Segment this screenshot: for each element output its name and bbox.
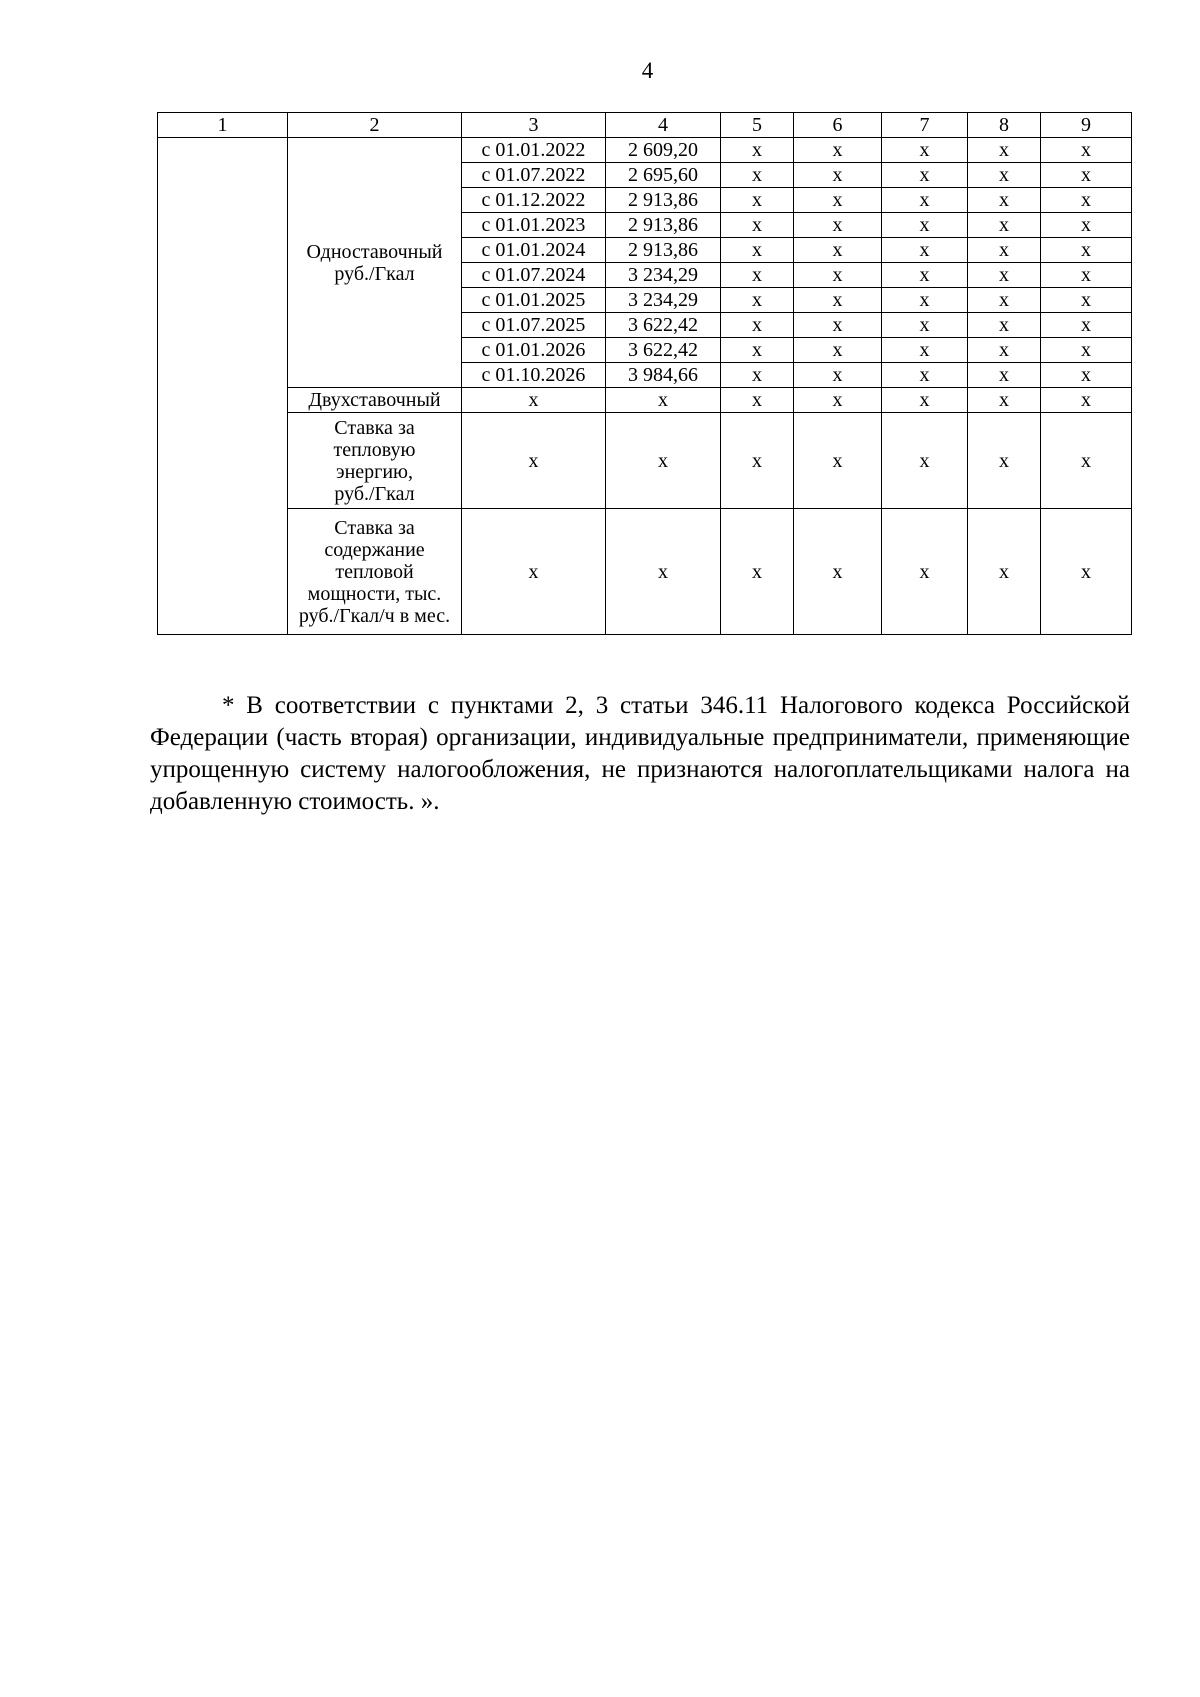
column-number: 4 [606, 113, 721, 138]
heat-energy-rate-line: тепловую [333, 438, 416, 461]
not-applicable-mark: x [462, 388, 606, 413]
not-applicable-mark: x [968, 363, 1041, 388]
not-applicable-mark: x [968, 138, 1041, 163]
not-applicable-mark: x [794, 313, 882, 338]
table-body [158, 113, 1132, 635]
not-applicable-mark: x [882, 413, 968, 509]
not-applicable-mark: x [968, 213, 1041, 238]
not-applicable-mark: x [1041, 188, 1132, 213]
not-applicable-mark: x [721, 313, 794, 338]
tariff-value: 3 234,29 [606, 288, 721, 313]
effective-date: с 01.12.2022 [462, 188, 606, 213]
not-applicable-mark: x [1041, 413, 1132, 509]
heat-energy-rate-label [288, 413, 462, 509]
effective-date: с 01.07.2024 [462, 263, 606, 288]
not-applicable-mark: x [794, 138, 882, 163]
effective-date: с 01.01.2025 [462, 288, 606, 313]
column-number: 2 [288, 113, 462, 138]
not-applicable-mark: x [794, 213, 882, 238]
tariff-value: 2 695,60 [606, 163, 721, 188]
not-applicable-mark: x [882, 288, 968, 313]
not-applicable-mark: x [882, 388, 968, 413]
effective-date: с 01.07.2022 [462, 163, 606, 188]
not-applicable-mark: x [721, 238, 794, 263]
tariff-value: 3 622,42 [606, 313, 721, 338]
not-applicable-mark: x [1041, 213, 1132, 238]
not-applicable-mark: x [968, 388, 1041, 413]
not-applicable-mark: x [882, 509, 968, 635]
tariff-value: 2 913,86 [606, 238, 721, 263]
not-applicable-mark: x [968, 288, 1041, 313]
not-applicable-mark: x [968, 263, 1041, 288]
not-applicable-mark: x [606, 413, 721, 509]
not-applicable-mark: x [1041, 338, 1132, 363]
heat-energy-rate-line: руб./Гкал [334, 482, 415, 505]
not-applicable-mark: x [968, 338, 1041, 363]
effective-date: с 01.01.2022 [462, 138, 606, 163]
heat-energy-rate-line: энергию, [335, 460, 413, 483]
not-applicable-mark: x [1041, 288, 1132, 313]
single-rate-unit-line: руб./Гкал [334, 262, 415, 285]
column-number-row [158, 113, 1132, 138]
effective-date: с 01.10.2026 [462, 363, 606, 388]
heat-energy-rate-line: Ставка за [334, 416, 415, 439]
single-rate-label-line: Одноставочный [306, 240, 443, 263]
not-applicable-mark: x [794, 509, 882, 635]
not-applicable-mark: x [462, 413, 606, 509]
tariff-table [157, 112, 1132, 635]
effective-date: с 01.01.2026 [462, 338, 606, 363]
capacity-rate-label [288, 509, 462, 635]
column-number: 3 [462, 113, 606, 138]
not-applicable-mark: x [794, 413, 882, 509]
capacity-rate-line: Ставка за [334, 516, 415, 539]
not-applicable-mark: x [606, 509, 721, 635]
not-applicable-mark: x [968, 313, 1041, 338]
tariff-value: 3 984,66 [606, 363, 721, 388]
not-applicable-mark: x [721, 188, 794, 213]
not-applicable-mark: x [721, 363, 794, 388]
page-number: 4 [641, 58, 654, 83]
tariff-value: 3 234,29 [606, 263, 721, 288]
two-rate-label: Двухставочный [288, 388, 462, 413]
tariff-value: 2 913,86 [606, 213, 721, 238]
capacity-rate-row [158, 509, 1132, 635]
not-applicable-mark: x [721, 288, 794, 313]
not-applicable-mark: x [968, 509, 1041, 635]
column-number: 7 [882, 113, 968, 138]
column-number: 9 [1041, 113, 1132, 138]
not-applicable-mark: x [721, 388, 794, 413]
not-applicable-mark: x [882, 213, 968, 238]
not-applicable-mark: x [882, 138, 968, 163]
not-applicable-mark: x [1041, 388, 1132, 413]
not-applicable-mark: x [968, 238, 1041, 263]
not-applicable-mark: x [882, 163, 968, 188]
two-rate-row [158, 388, 1132, 413]
not-applicable-mark: x [794, 263, 882, 288]
not-applicable-mark: x [721, 263, 794, 288]
not-applicable-mark: x [794, 363, 882, 388]
not-applicable-mark: x [1041, 509, 1132, 635]
footnote [150, 690, 1130, 818]
not-applicable-mark: x [794, 338, 882, 363]
not-applicable-mark: x [1041, 313, 1132, 338]
column-number: 1 [158, 113, 288, 138]
column-number: 5 [721, 113, 794, 138]
not-applicable-mark: x [794, 288, 882, 313]
not-applicable-mark: x [721, 163, 794, 188]
column-1-empty-cell [158, 138, 288, 635]
not-applicable-mark: x [606, 388, 721, 413]
not-applicable-mark: x [968, 188, 1041, 213]
not-applicable-mark: x [882, 238, 968, 263]
not-applicable-mark: x [721, 213, 794, 238]
not-applicable-mark: x [794, 163, 882, 188]
effective-date: с 01.01.2023 [462, 213, 606, 238]
not-applicable-mark: x [1041, 363, 1132, 388]
not-applicable-mark: x [721, 338, 794, 363]
effective-date: с 01.01.2024 [462, 238, 606, 263]
not-applicable-mark: x [882, 263, 968, 288]
capacity-rate-line: мощности, тыс. [307, 582, 442, 605]
capacity-rate-line: тепловой [335, 560, 414, 583]
not-applicable-mark: x [721, 509, 794, 635]
not-applicable-mark: x [1041, 263, 1132, 288]
not-applicable-mark: x [882, 313, 968, 338]
not-applicable-mark: x [882, 363, 968, 388]
not-applicable-mark: x [794, 238, 882, 263]
footnote-text: * В соответствии с пунктами 2, 3 статьи 346.11 Налогового кодекса Российской Федерации (часть вторая) организации, индивидуальные предприниматели, применяющие упрощенную систему налогообложения, не признаются налогоплательщиками налога на добавленную стоимость. ». [150, 692, 1130, 815]
tariff-value: 2 913,86 [606, 188, 721, 213]
tariff-value: 3 622,42 [606, 338, 721, 363]
not-applicable-mark: x [794, 388, 882, 413]
column-number: 6 [794, 113, 882, 138]
not-applicable-mark: x [968, 413, 1041, 509]
table-row [158, 138, 1132, 163]
not-applicable-mark: x [882, 188, 968, 213]
not-applicable-mark: x [968, 163, 1041, 188]
not-applicable-mark: x [721, 138, 794, 163]
not-applicable-mark: x [1041, 138, 1132, 163]
not-applicable-mark: x [1041, 163, 1132, 188]
column-number: 8 [968, 113, 1041, 138]
not-applicable-mark: x [462, 509, 606, 635]
single-rate-label [288, 138, 462, 388]
not-applicable-mark: x [794, 188, 882, 213]
heat-energy-rate-row [158, 413, 1132, 509]
not-applicable-mark: x [882, 338, 968, 363]
not-applicable-mark: x [1041, 238, 1132, 263]
capacity-rate-line: руб./Гкал/ч в мес. [298, 604, 451, 627]
capacity-rate-line: содержание [324, 538, 425, 561]
tariff-value: 2 609,20 [606, 138, 721, 163]
not-applicable-mark: x [721, 413, 794, 509]
effective-date: с 01.07.2025 [462, 313, 606, 338]
